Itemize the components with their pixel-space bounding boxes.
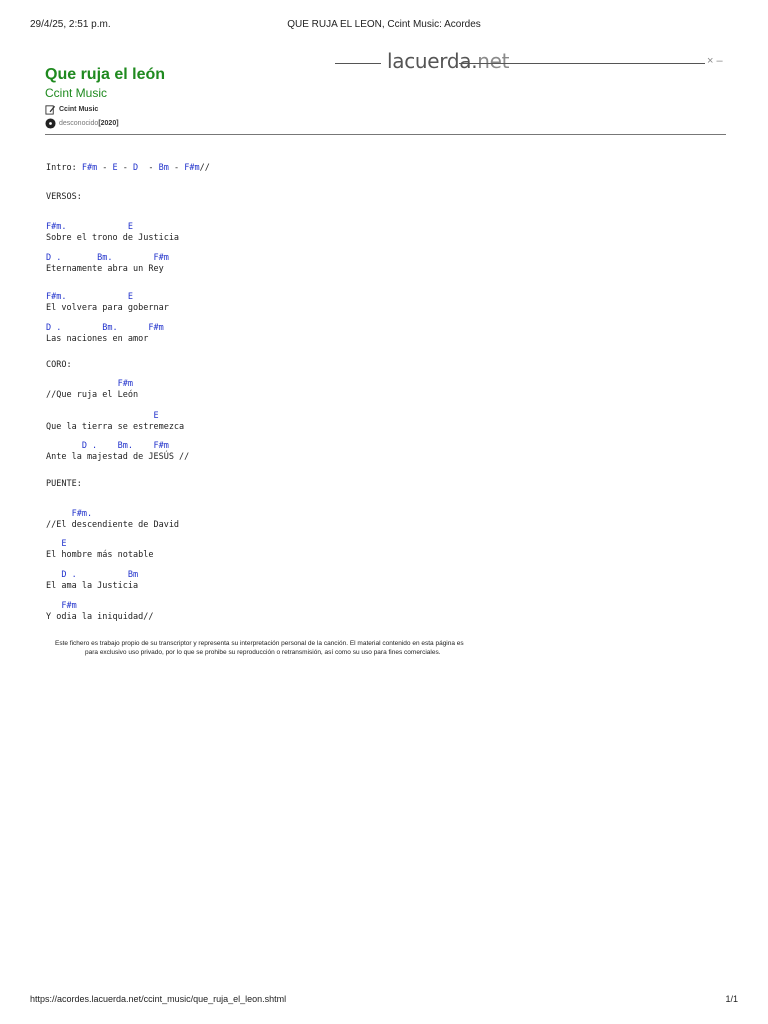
lyric-text: - (138, 163, 159, 173)
lyric-line (46, 520, 179, 530)
lyric-line (46, 422, 184, 432)
chord-line (46, 570, 138, 580)
chord-line (46, 411, 159, 421)
chord[interactable]: D (133, 163, 139, 173)
chord[interactable]: F#m. E (46, 292, 133, 302)
chord-line (46, 222, 133, 232)
song-title: Que ruja el león (45, 66, 166, 83)
disclaimer-line-1: Este fichero es trabajo propio de su transcriptor y representa su interpretación personal de la canción. El material contenido en esta página es (55, 640, 464, 647)
chord-line (46, 539, 66, 549)
lyric-text: Eternamente abra un Rey (46, 264, 164, 274)
lyric-line (46, 479, 82, 489)
lyric-line (46, 550, 153, 560)
lyric-text: El ama la Justicia (46, 581, 139, 591)
lyric-text: Intro: (46, 163, 82, 173)
lyric-text: Ante la majestad de JESÚS // (46, 452, 190, 462)
chord[interactable]: D . Bm. F#m (46, 323, 164, 333)
print-page-title: QUE RUJA EL LEON, Ccint Music: Acordes (287, 19, 481, 30)
meta-album-row (45, 118, 119, 129)
chord[interactable]: F#m. (46, 509, 93, 519)
chord[interactable]: D . Bm (46, 570, 139, 580)
chord[interactable]: E (46, 411, 159, 421)
window-controls[interactable]: × – (707, 55, 723, 67)
chord-line (46, 253, 169, 263)
lyric-text: - (168, 163, 185, 173)
lyric-text: //Que ruja el León (46, 390, 139, 400)
print-page-number: 1/1 (725, 994, 738, 1004)
lyric-text: Sobre el trono de Justicia (46, 233, 180, 243)
chord-line (46, 292, 133, 302)
chord[interactable]: F#m. E (46, 222, 133, 232)
lyric-text: //El descendiente de David (46, 520, 180, 530)
lyric-line (46, 581, 138, 591)
print-url: https://acordes.lacuerda.net/ccint_music/que_ruja_el_leon.shtml (30, 994, 287, 1004)
lyric-line (46, 264, 164, 274)
lyric-text: Y odia la iniquidad// (46, 612, 154, 622)
meta-artist-label: Ccint Music (59, 106, 99, 113)
logo-dot: . (471, 49, 478, 73)
chord[interactable]: F#m (46, 379, 133, 389)
lyric-line (46, 163, 210, 173)
chord[interactable]: F#m (46, 601, 77, 611)
chord-line (46, 441, 169, 451)
lyric-text: CORO: (46, 360, 72, 370)
logo-divider-left (335, 63, 381, 64)
chord-line (46, 323, 164, 333)
lyric-line (46, 334, 148, 344)
disclaimer-line-2: para exclusivo uso privado, por lo que se prohibe su reproducción o retransmisión, así como su uso para fines comerciales. (85, 648, 441, 656)
lyric-line (46, 612, 153, 622)
lyric-line (46, 192, 82, 202)
logo-main-text: lacuerda (387, 49, 472, 73)
chord-line (46, 601, 77, 611)
edit-icon (45, 104, 56, 115)
lyric-line (46, 233, 179, 243)
chord[interactable]: D . Bm. F#m (46, 441, 169, 451)
lyric-text: El volvera para gobernar (46, 303, 169, 313)
chord[interactable]: F#m (184, 163, 200, 173)
lyric-text: PUENTE: (46, 479, 82, 489)
chord-line (46, 379, 133, 389)
disclaimer (55, 640, 535, 657)
lyric-text: - (117, 163, 134, 173)
lyric-text: El hombre más notable (46, 550, 154, 560)
chord[interactable]: D . Bm. F#m (46, 253, 169, 263)
print-date: 29/4/25, 2:51 p.m. (30, 19, 111, 30)
header-divider (45, 134, 726, 135)
chord[interactable]: E (112, 163, 118, 173)
disc-icon (45, 118, 56, 129)
logo-tld: net (477, 49, 510, 73)
lyric-line (46, 303, 169, 313)
chord[interactable]: Bm (158, 163, 169, 173)
lyric-text: Las naciones en amor (46, 334, 149, 344)
logo-divider-right (459, 63, 705, 64)
meta-album-label: desconocido (59, 120, 99, 127)
lyric-line (46, 360, 72, 370)
lyric-line (46, 390, 138, 400)
lyric-text: - (97, 163, 113, 173)
lacuerda-logo[interactable] (387, 49, 509, 73)
lyric-line (46, 452, 189, 462)
chord[interactable]: F#m (81, 163, 98, 173)
chord[interactable]: E (46, 539, 67, 549)
song-artist-link[interactable]: Ccint Music (45, 86, 108, 100)
lyric-text: VERSOS: (46, 192, 82, 202)
lyric-text: Que la tierra se estremezca (46, 422, 185, 432)
lyric-text: // (199, 163, 210, 173)
meta-year: [2020] (98, 120, 119, 127)
meta-artist-row[interactable] (45, 104, 98, 115)
print-header (0, 19, 768, 33)
chord-line (46, 509, 92, 519)
